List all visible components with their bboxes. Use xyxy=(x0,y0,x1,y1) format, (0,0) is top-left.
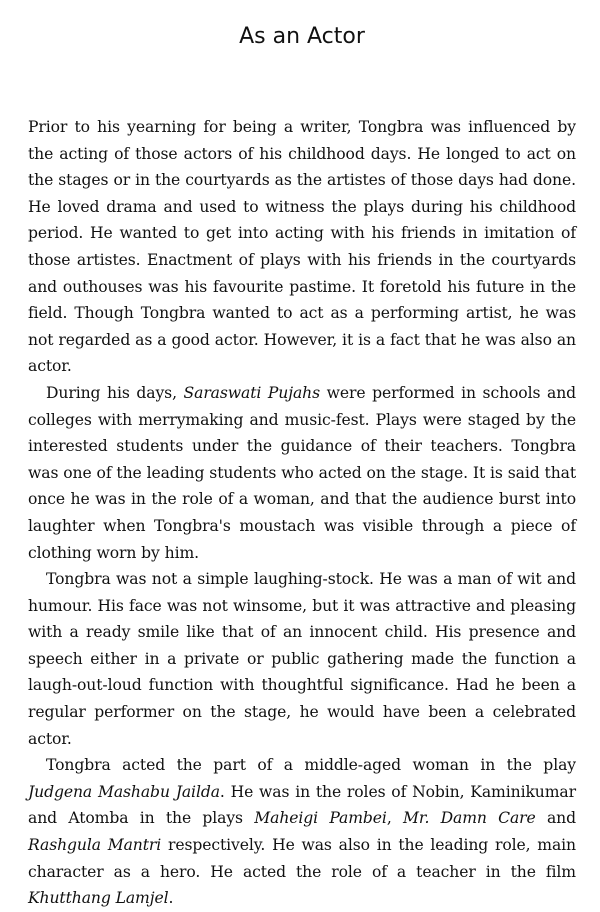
p4-text-k: . xyxy=(168,889,174,908)
p4-italic-film-title: Khutthang Lamjel xyxy=(28,889,169,908)
p4-italic-play-title: Rashgula Mantri xyxy=(28,836,162,855)
p4-italic-play-title: Mr. Damn Care xyxy=(402,809,536,828)
p4-italic-play-title: Judgena Mashabu Jailda xyxy=(28,782,220,801)
p4-italic-play-title: Maheigi Pambei xyxy=(254,809,387,828)
paragraph-2 xyxy=(28,380,576,566)
p4-text-a: Tongbra acted the part of a middle-aged woman in the play xyxy=(46,756,576,775)
p2-text-a: During his days, xyxy=(46,383,184,402)
p2-italic-saraswati-pujahs: Saraswati Pujahs xyxy=(183,383,321,402)
p4-text-c: . He was in the roles of Nobin, Kaminikumar and Atomba in the plays xyxy=(28,782,576,828)
paragraph-3: Tongbra was not a simple laughing-stock. He was a man of wit and humour. His face was not winsome, but it was attractive and pleasing with a ready smile like that of an innocent child. His presence and speech either in a private or public gathering made the function a laugh-out-loud function with thoughtful significance. Had he been a regular performer on the stage, he would have been a celebrated actor. xyxy=(28,570,576,748)
page-title: As an Actor xyxy=(239,24,365,49)
paragraph-1: Prior to his yearning for being a writer, Tongbra was influenced by the acting of those actors of his childhood days. He longed to act on the stages or in the courtyards as the artistes of those days had done. He loved drama and used to witness the plays during his childhood period. He wanted to get into acting with his friends in imitation of those artistes. Enactment of plays with his friends in the courtyards and outhouses was his favourite pastime. It foretold his future in the field. Though Tongbra wanted to act as a performing artist, he was not regarded as a good actor. However, it is a fact that he was also an actor. xyxy=(28,118,576,376)
p2-text-c: were performed in schools and colleges with merrymaking and music-fest. Plays were staged by the interested students under the guidance of their teachers. Tongbra was one of the leading students who acted on the stage. It is said that once he was in the role of a woman, and that the audience burst into laughter when Tongbra's moustach was visible through a piece of clothing worn by him. xyxy=(28,383,577,562)
body-text xyxy=(28,114,576,912)
paragraph-4 xyxy=(28,752,576,912)
p4-text-g: and xyxy=(535,809,576,828)
p4-text-e: , xyxy=(386,809,403,828)
p4-text-i: respectively. He was also in the leading role, main character as a hero. He acted the role of a teacher in the film xyxy=(28,836,576,881)
